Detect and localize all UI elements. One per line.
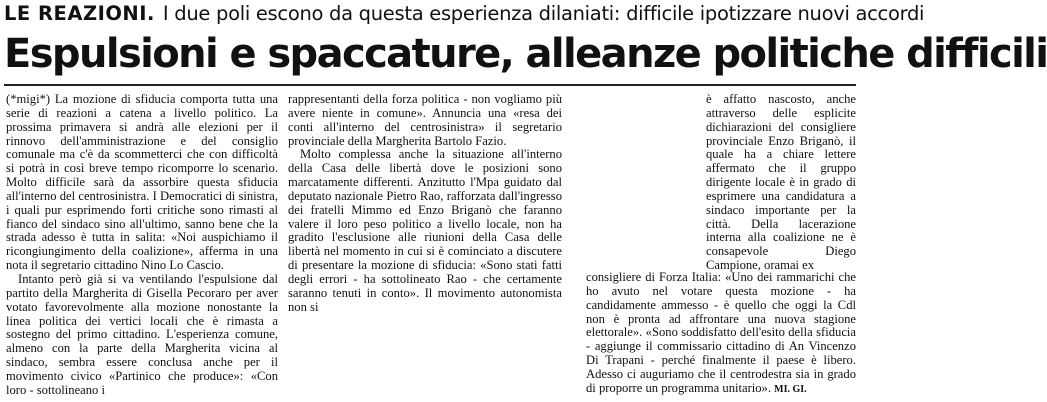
paragraph: Molto complessa anche la situazione all'interno della Casa delle libertà dove le posizioni sono marcatamente differenti. Anzitutto l'Mpa guidato dal deputato nazionale Pietro Rao, rafforzata dall'ingresso dei fratelli Mimmo ed Enzo Briganò che faranno valere il loro peso politico a livello locale, non ha gradito l'esclusione alle riunioni della Casa delle libertà nel momento in cui si è cominciato a discutere di presentare la mozione di sfiducia: «Sono stati fatti degli errori - ha sottolineato Rao - che certamente saranno tenuti in conto». Il movimento autonomista non si bbox=[288, 147, 562, 314]
article-column-1 bbox=[6, 93, 278, 402]
paragraph-continuation: consigliere di Forza Italia: «Uno dei rammarichi che ho avuto nel votare questa mozione - ha candidamente ammesso - è quello che oggi la Cdl non è pronta ad affrontare una nuova stagione elettorale». «Sono soddisfatto dell'esito della sfiducia - aggiunge il commissario cittadino di An Vincenzo Di Trapani - perché finalmente il paese è libero. Adesso ci auguriamo che il centrodestra sia in grado di proporre un programma unitario». bbox=[586, 270, 856, 395]
article-column-2 bbox=[288, 93, 562, 402]
author-signature: MI. GI. bbox=[774, 383, 807, 395]
article-column-3 bbox=[706, 93, 856, 273]
paragraph: (*migi*) La mozione di sfiducia comporta tutta una serie di reazioni a catena a livello politico. La prossima primavera si andrà alle elezioni per il rinnovo dell'amministrazione e del consiglio comunale ma c'è da scommetterci che con difficoltà si potrà in così breve tempo ricomporre lo scenario. Molto difficile sarà da assorbire questa sfiducia all'interno del centrosinistra. I Democratici di sinistra, i quali pur esprimendo forti critiche sono rimasti al fianco del sindaco sino all'ultimo, sanno bene che la strada adesso è tutta in salita: «Noi auspichiamo il ricongiungimento della coalizione», afferma in una nota il segretario cittadino Nino Lo Cascio. bbox=[6, 92, 278, 273]
kicker-label: LE REAZIONI. bbox=[4, 2, 155, 25]
paragraph: Intanto però già si va ventilando l'espulsione dal partito della Margherita di Gisella Pecoraro per aver votato favorevolmente alla mozione nonostante la linea politica dei vertici locali che è rimasta a sostegno del primo cittadino. L'esperienza comune, almeno con la parte della Margherita vicina al sindaco, sembra essere conclusa anche per il movimento civico «Partinico che produce»: «Con loro - sottolineano i bbox=[6, 271, 278, 397]
paragraph: è affatto nascosto, anche attraverso delle esplicite dichiarazioni del consigliere provinciale Enzo Briganò, il quale ha a chiare lettere affermato che il gruppo dirigente locale è in grado di esprimere una candidatura a sindaco importante per la città. Della lacerazione interna alla coalizione ne è consapevole Diego Campione, oramai ex bbox=[706, 92, 856, 273]
paragraph: rappresentanti della forza politica - non vogliamo più avere niente in comune». Annuncia una «resa dei conti all'interno del centrosinistra» il segretario provinciale della Margherita Bartolo Fazio. bbox=[288, 92, 562, 148]
kicker-text: I due poli escono da questa esperienza dilaniati: difficile ipotizzare nuovi accordi bbox=[162, 2, 925, 25]
headline-rule bbox=[4, 84, 856, 86]
article-column-4 bbox=[586, 271, 856, 402]
kicker bbox=[4, 1, 925, 27]
headline: Espulsioni e spaccature, alleanze politiche difficili bbox=[4, 31, 1047, 77]
paragraph bbox=[586, 271, 856, 397]
